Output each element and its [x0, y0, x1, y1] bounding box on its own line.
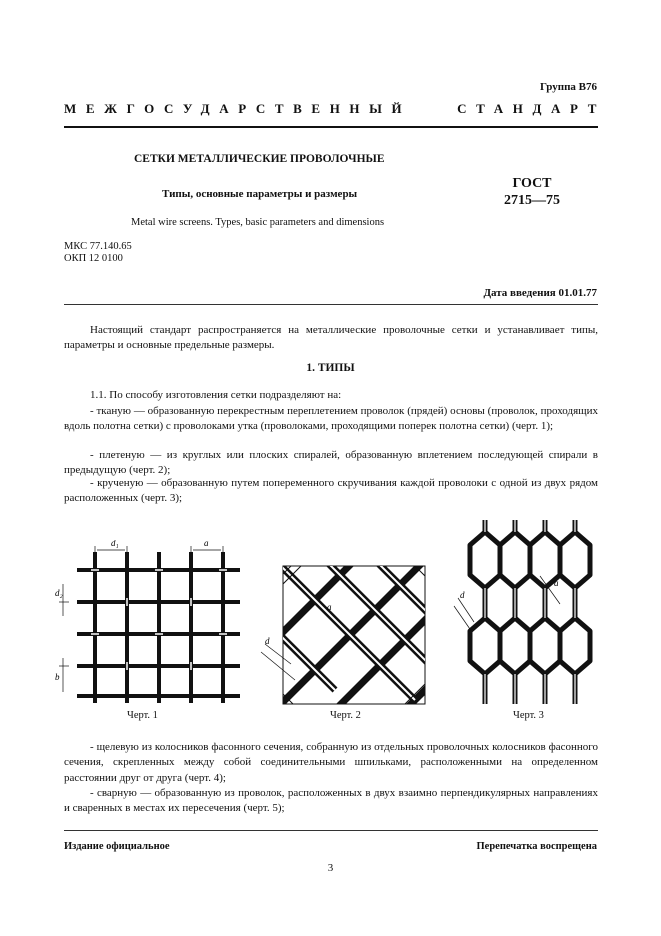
- paragraph-twisted: - крученую — образованную путем попеременного скручивания каждой проволоки с одной из двух рядом расположенных (черт. 3);: [64, 477, 598, 505]
- fig1-label-a: a: [204, 540, 209, 548]
- paragraph-woven: - тканую — образованную перекрестным переплетением проволок (прядей) основы (проволок, проходящих вдоль полотна сетки) с проволоками утка (проволоками, проходящими поперек полотна сетки) (черт. 1);: [64, 405, 598, 433]
- fig1-label-d1: d₁: [111, 540, 119, 548]
- mks-code: МКС 77.140.65: [64, 241, 132, 252]
- paragraph-welded: - сварную — образованную из проволок, расположенных в двух взаимно перпендикулярных направлениях и сваренных в местах их пересечения (черт. 5);: [64, 787, 598, 815]
- footer-reprint-prohibited: Перепечатка воспрещена: [476, 841, 597, 852]
- document-subtitle: Типы, основные параметры и размеры: [162, 188, 358, 200]
- date-rule: [64, 304, 598, 305]
- paragraph-braided: - плетеную — из круглых или плоских спиралей, образованную вплетением последующей спирали в предыдущую (черт. 2);: [64, 449, 598, 477]
- fig2-label-d: d: [265, 636, 270, 646]
- figure-1-caption: Черт. 1: [127, 710, 158, 721]
- gost-designation: [504, 175, 560, 209]
- gost-label: ГОСТ: [512, 176, 552, 191]
- figure-1-woven-mesh: [55, 540, 250, 715]
- footer-official-edition: Издание официальное: [64, 841, 170, 852]
- introduction-date: [483, 287, 597, 299]
- classification-codes: [64, 241, 132, 265]
- header-rule: [64, 126, 598, 128]
- figure-2-braided-mesh: [255, 560, 430, 710]
- section-title: 1. ТИПЫ: [306, 362, 355, 374]
- group-code: Группа В76: [539, 81, 597, 93]
- document-title: СЕТКИ МЕТАЛЛИЧЕСКИЕ ПРОВОЛОЧНЫЕ: [134, 153, 385, 165]
- fig1-label-b: b: [55, 672, 60, 682]
- fig3-label-a: a: [554, 578, 559, 588]
- figure-3-twisted-mesh: [450, 520, 600, 710]
- fig2-label-a: a: [327, 602, 332, 612]
- english-title: Metal wire screens. Types, basic parameters and dimensions: [131, 217, 385, 228]
- page-number: 3: [327, 862, 334, 874]
- interstate-heading: МЕЖГОСУДАРСТВЕННЫЙ: [64, 101, 412, 116]
- footer-rule: [64, 830, 598, 831]
- fig1-label-d2: d₂: [55, 588, 63, 598]
- intro-paragraph: Настоящий стандарт распространяется на металлические проволочные сетки и устанавливает типы, параметры и основные предельные размеры.: [64, 324, 598, 352]
- paragraph-1-1: 1.1. По способу изготовления сетки подразделяют на:: [90, 389, 342, 401]
- date-label: Дата введения: [483, 287, 556, 299]
- date-value: 01.01.77: [558, 287, 597, 299]
- gost-number: 2715—75: [504, 193, 560, 208]
- fig3-label-d: d: [460, 590, 465, 600]
- standard-heading: СТАНДАРТ: [457, 101, 606, 116]
- okp-code: ОКП 12 0100: [64, 253, 123, 264]
- paragraph-slotted: - щелевую из колосников фасонного сечения, собранную из отдельных проволочных колосников фасонного сечения, скрепленных между собой соединительными шпильками, расположенными на определенном расстоянии друг от друга (черт. 4);: [64, 741, 598, 784]
- figure-2-caption: Черт. 2: [330, 710, 361, 721]
- figure-3-caption: Черт. 3: [513, 710, 544, 721]
